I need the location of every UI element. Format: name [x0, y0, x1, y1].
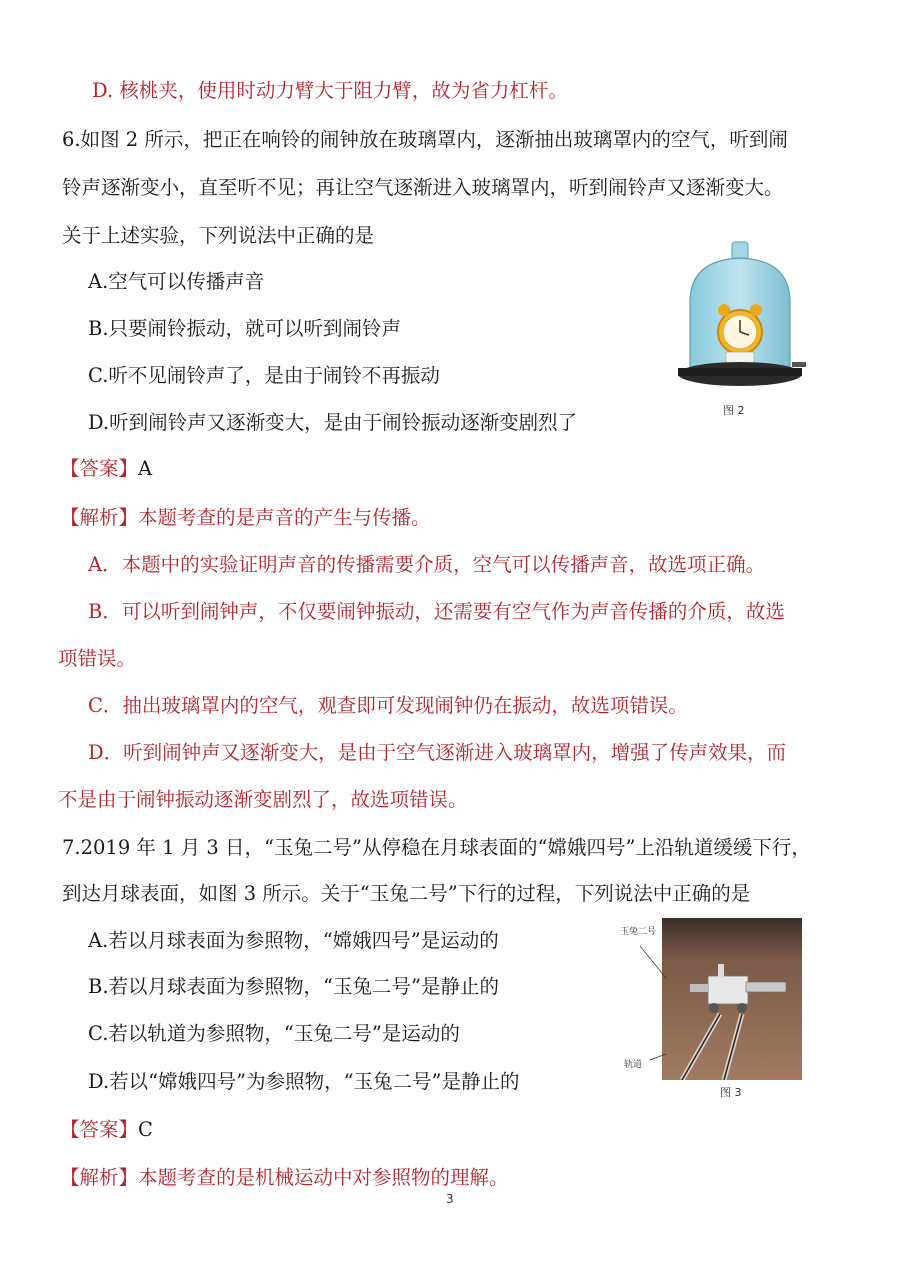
q7-stem-line2: 到达月球表面，如图 3 所示。关于“玉兔二号”下行的过程，下列说法中正确的是 — [62, 882, 751, 905]
q7-answer — [60, 1116, 153, 1144]
q6-answer — [60, 455, 152, 483]
q6-option-c: C.听不见闹铃声了，是由于闹铃不再振动 — [88, 364, 440, 387]
analysis-label: 【解析】 — [60, 506, 139, 529]
figure-3-caption: 图 3 — [720, 1086, 742, 1099]
figure-2-caption: 图 2 — [723, 404, 745, 417]
answer-value: C — [138, 1118, 153, 1141]
q7-option-d: D.若以“嫦娥四号”为参照物，“玉兔二号”是静止的 — [88, 1070, 520, 1093]
q6-analysis-a: A．本题中的实验证明声音的传播需要介质，空气可以传播声音，故选项正确。 — [88, 553, 766, 576]
figure-3-label-track: 轨道 — [624, 1060, 643, 1070]
answer-value: A — [138, 457, 153, 480]
bell-jar-figure — [672, 240, 808, 398]
analysis-intro: 本题考查的是机械运动中对参照物的理解。 — [138, 1166, 509, 1189]
q6-analysis-b-cont: 项错误。 — [58, 647, 137, 670]
q6-option-a: A.空气可以传播声音 — [88, 270, 265, 293]
q7-stem-line1: 7.2019 年 1 月 3 日，“玉兔二号”从停稳在月球表面的“嫦娥四号”上沿轨道缓缓下行， — [62, 836, 811, 859]
q6-option-b: B.只要闹铃振动，就可以听到闹铃声 — [88, 317, 402, 340]
q6-analysis-d: D．听到闹钟声又逐渐变大，是由于空气逐渐进入玻璃罩内，增强了传声效果，而 — [88, 741, 787, 764]
q7-analysis-intro — [60, 1164, 509, 1192]
q6-stem-line3: 关于上述实验，下列说法中正确的是 — [62, 224, 375, 247]
figure-3-label-rover: 玉兔二号 — [620, 927, 657, 937]
q6-analysis-intro — [60, 504, 431, 532]
q6-analysis-d-cont: 不是由于闹钟振动逐渐变剧烈了，故选项错误。 — [58, 788, 468, 811]
analysis-intro: 本题考查的是声音的产生与传播。 — [138, 506, 431, 529]
q6-stem-line2: 铃声逐渐变小，直至听不见；再让空气逐渐进入玻璃罩内，听到闹铃声又逐渐变大。 — [62, 176, 784, 199]
q6-analysis-b: B．可以听到闹钟声，不仅要闹钟振动，还需要有空气作为声音传播的介质，故选 — [88, 600, 785, 623]
q7-option-a: A.若以月球表面为参照物，“嫦娥四号”是运动的 — [88, 929, 499, 952]
q6-analysis-c: C．抽出玻璃罩内的空气，观查即可发现闹钟仍在振动，故选项错误。 — [88, 694, 688, 717]
figure-3-leader-lines — [638, 930, 668, 1070]
page-number: 3 — [446, 1192, 454, 1206]
q6-stem-line1: 6.如图 2 所示，把正在响铃的闹钟放在玻璃罩内，逐渐抽出玻璃罩内的空气，听到闹 — [62, 128, 788, 151]
analysis-label: 【解析】 — [60, 1166, 139, 1189]
answer-label: 【答案】 — [60, 1118, 139, 1141]
moon-rover-figure — [662, 918, 802, 1080]
answer-label: 【答案】 — [60, 457, 139, 480]
q6-option-d: D.听到闹铃声又逐渐变大，是由于闹铃振动逐渐变剧烈了 — [88, 411, 578, 434]
q7-option-c: C.若以轨道为参照物，“玉兔二号”是运动的 — [88, 1022, 460, 1045]
q5-option-d: D. 核桃夹，使用时动力臂大于阻力臂，故为省力杠杆。 — [92, 79, 568, 102]
q7-option-b: B.若以月球表面为参照物，“玉兔二号”是静止的 — [88, 975, 499, 998]
